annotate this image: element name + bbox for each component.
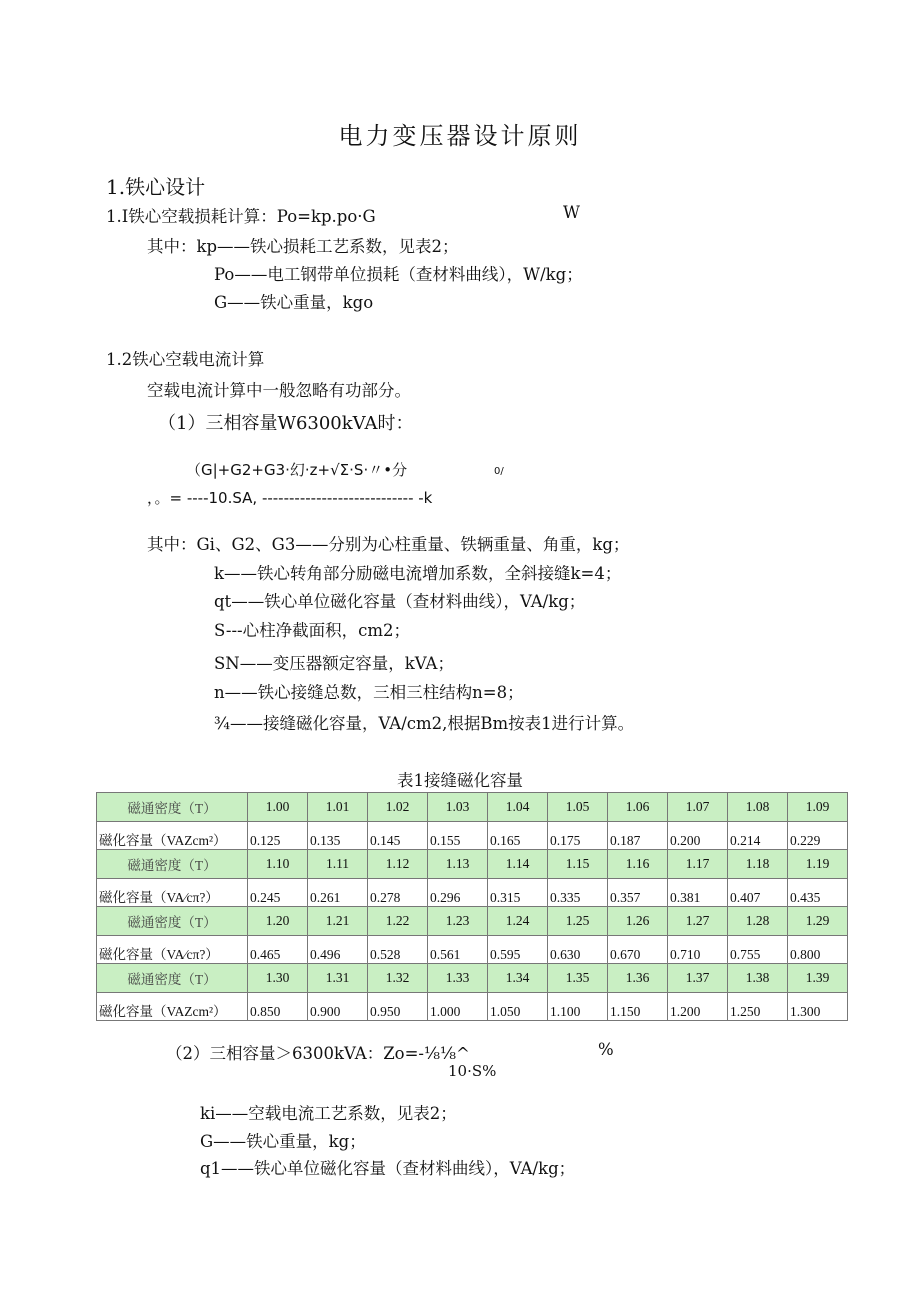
capacity-value-cell: 0.125 [248, 821, 308, 850]
capacity-value-cell: 0.315 [488, 878, 548, 907]
capacity-value-cell: 0.145 [368, 821, 428, 850]
capacity-value-cell: 1.050 [488, 992, 548, 1021]
capacity-value-cell: 0.335 [548, 878, 608, 907]
flux-value-cell: 1.15 [548, 850, 608, 879]
flux-label-cell: 磁通密度（T） [97, 793, 248, 822]
capacity-value-cell: 0.595 [488, 935, 548, 964]
capacity-value-cell: 1.000 [428, 992, 488, 1021]
section-1-2-heading: 1.2铁心空载电流计算 [106, 350, 265, 369]
capacity-value-cell: 0.135 [308, 821, 368, 850]
case-1-heading: （1）三相容量W6300kVA时： [158, 413, 414, 434]
flux-value-cell: 1.30 [248, 964, 308, 993]
flux-value-cell: 1.38 [728, 964, 788, 993]
formula-1-percent: 0/ [494, 466, 504, 477]
capacity-row [97, 992, 848, 1021]
where-2-q1: q1——铁心单位磁化容量（查材料曲线），VA/kg； [200, 1159, 576, 1178]
flux-label-cell: 磁通密度（T） [97, 907, 248, 936]
flux-value-cell: 1.36 [608, 964, 668, 993]
capacity-value-cell: 0.357 [608, 878, 668, 907]
flux-value-cell: 1.32 [368, 964, 428, 993]
flux-value-cell: 1.14 [488, 850, 548, 879]
flux-value-cell: 1.20 [248, 907, 308, 936]
capacity-value-cell: 1.150 [608, 992, 668, 1021]
where-1-k: k——铁心转角部分励磁电流增加系数，全斜接缝k=4； [214, 564, 622, 583]
flux-value-cell: 1.33 [428, 964, 488, 993]
flux-value-cell: 1.24 [488, 907, 548, 936]
flux-value-cell: 1.04 [488, 793, 548, 822]
flux-value-cell: 1.25 [548, 907, 608, 936]
capacity-value-cell: 1.100 [548, 992, 608, 1021]
capacity-value-cell: 0.175 [548, 821, 608, 850]
flux-value-cell: 1.27 [668, 907, 728, 936]
flux-value-cell: 1.06 [608, 793, 668, 822]
magnetization-table [96, 792, 848, 1021]
flux-row [97, 964, 848, 993]
capacity-value-cell: 0.561 [428, 935, 488, 964]
capacity-label-cell: 磁化容量（VA∕cπ?） [97, 935, 248, 964]
capacity-row [97, 821, 848, 850]
flux-value-cell: 1.19 [788, 850, 848, 879]
flux-value-cell: 1.28 [728, 907, 788, 936]
flux-value-cell: 1.01 [308, 793, 368, 822]
where-1-seam: ¾——接缝磁化容量，VA/cm2,根据Bm按表1进行计算。 [214, 714, 635, 733]
flux-value-cell: 1.31 [308, 964, 368, 993]
flux-row [97, 907, 848, 936]
case-2-heading: （2）三相容量＞6300kVA：Zo=-⅛⅛^ [166, 1044, 470, 1063]
flux-value-cell: 1.37 [668, 964, 728, 993]
flux-value-cell: 1.11 [308, 850, 368, 879]
capacity-label-cell: 磁化容量（VA∕cπ?） [97, 878, 248, 907]
flux-value-cell: 1.10 [248, 850, 308, 879]
flux-value-cell: 1.26 [608, 907, 668, 936]
capacity-value-cell: 0.465 [248, 935, 308, 964]
section-1-1-kp-def: 其中：kp——铁心损耗工艺系数，见表2； [147, 237, 459, 256]
formula-1-denominator: ，。= ----10.SA, ---------------------------- -k [147, 489, 433, 507]
flux-value-cell: 1.02 [368, 793, 428, 822]
flux-row [97, 793, 848, 822]
flux-value-cell: 1.12 [368, 850, 428, 879]
capacity-value-cell: 0.296 [428, 878, 488, 907]
capacity-value-cell: 0.278 [368, 878, 428, 907]
flux-value-cell: 1.05 [548, 793, 608, 822]
capacity-row [97, 878, 848, 907]
capacity-value-cell: 1.300 [788, 992, 848, 1021]
capacity-value-cell: 0.214 [728, 821, 788, 850]
flux-label-cell: 磁通密度（T） [97, 964, 248, 993]
capacity-value-cell: 0.496 [308, 935, 368, 964]
flux-row [97, 850, 848, 879]
capacity-value-cell: 0.800 [788, 935, 848, 964]
where-2-ki: ki——空载电流工艺系数，见表2； [200, 1104, 457, 1123]
capacity-value-cell: 1.200 [668, 992, 728, 1021]
where-1-s: S---心柱净截面积，cm2； [214, 621, 411, 640]
capacity-value-cell: 0.407 [728, 878, 788, 907]
capacity-value-cell: 0.245 [248, 878, 308, 907]
section-1-2-intro: 空载电流计算中一般忽略有功部分。 [147, 381, 411, 400]
where-1-n: n——铁心接缝总数，三相三柱结构n=8； [214, 683, 524, 702]
flux-value-cell: 1.07 [668, 793, 728, 822]
flux-value-cell: 1.23 [428, 907, 488, 936]
flux-value-cell: 1.00 [248, 793, 308, 822]
table-caption: 表1接缝磁化容量 [397, 771, 523, 790]
capacity-value-cell: 0.187 [608, 821, 668, 850]
flux-value-cell: 1.17 [668, 850, 728, 879]
capacity-value-cell: 0.630 [548, 935, 608, 964]
capacity-value-cell: 0.528 [368, 935, 428, 964]
flux-value-cell: 1.21 [308, 907, 368, 936]
capacity-value-cell: 0.850 [248, 992, 308, 1021]
flux-value-cell: 1.08 [728, 793, 788, 822]
formula-1-numerator: （G|+G2+G3·幻·z+√Σ·S·〃•分 [186, 461, 408, 479]
flux-value-cell: 1.39 [788, 964, 848, 993]
capacity-value-cell: 0.155 [428, 821, 488, 850]
capacity-value-cell: 0.165 [488, 821, 548, 850]
capacity-value-cell: 0.670 [608, 935, 668, 964]
flux-value-cell: 1.35 [548, 964, 608, 993]
capacity-value-cell: 1.250 [728, 992, 788, 1021]
case-2-denominator: 10·S% [448, 1062, 497, 1080]
where-1-qt: qt——铁心单位磁化容量（查材料曲线），VA/kg； [214, 592, 586, 611]
flux-label-cell: 磁通密度（T） [97, 850, 248, 879]
flux-value-cell: 1.09 [788, 793, 848, 822]
capacity-value-cell: 0.435 [788, 878, 848, 907]
section-1-1-unit: W [563, 203, 580, 222]
section-1-1-heading: 1.Ⅰ铁心空载损耗计算：Po=kp.po·G [106, 207, 376, 226]
flux-value-cell: 1.34 [488, 964, 548, 993]
capacity-value-cell: 0.381 [668, 878, 728, 907]
capacity-value-cell: 0.900 [308, 992, 368, 1021]
flux-value-cell: 1.16 [608, 850, 668, 879]
where-1-g: 其中：Gi、G2、G3——分别为心柱重量、铁辆重量、角重，kg； [147, 535, 630, 554]
capacity-label-cell: 磁化容量（VAZcm²） [97, 821, 248, 850]
where-1-sn: SN——变压器额定容量，kVA； [214, 654, 454, 673]
section-1-1-g-def: G——铁心重量，kgo [214, 293, 374, 312]
capacity-value-cell: 0.950 [368, 992, 428, 1021]
capacity-value-cell: 0.755 [728, 935, 788, 964]
flux-value-cell: 1.22 [368, 907, 428, 936]
where-2-g: G——铁心重量，kg； [200, 1132, 366, 1151]
capacity-value-cell: 0.710 [668, 935, 728, 964]
case-2-percent: % [598, 1040, 614, 1059]
capacity-value-cell: 0.200 [668, 821, 728, 850]
capacity-label-cell: 磁化容量（VAZcm²） [97, 992, 248, 1021]
flux-value-cell: 1.03 [428, 793, 488, 822]
section-1-1-po-def: Po——电工钢带单位损耗（查材料曲线），W/kg； [214, 265, 583, 284]
capacity-value-cell: 0.229 [788, 821, 848, 850]
flux-value-cell: 1.18 [728, 850, 788, 879]
capacity-value-cell: 0.261 [308, 878, 368, 907]
capacity-row [97, 935, 848, 964]
flux-value-cell: 1.29 [788, 907, 848, 936]
section-1-heading: 1.铁心设计 [106, 175, 206, 199]
page-title: 电力变压器设计原则 [338, 122, 582, 150]
flux-value-cell: 1.13 [428, 850, 488, 879]
